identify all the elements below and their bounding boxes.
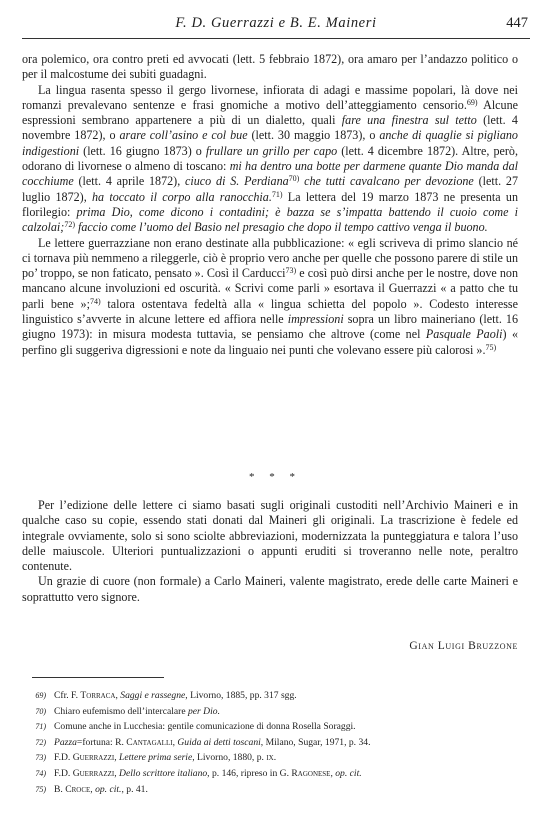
footnote	[22, 735, 522, 751]
small-caps-run: Ragonese	[291, 767, 331, 779]
text-run: ,	[90, 783, 96, 795]
italic-run: mi ha dentro una botte per darmene quante Dio manda dal cocchiume	[22, 159, 518, 189]
footnote-text	[54, 688, 522, 704]
text-run: (lett. 30 maggio 1873), o	[247, 128, 380, 143]
italic-run: op. cit.	[335, 767, 362, 779]
footnote	[22, 704, 522, 720]
running-title: F. D. Guerrazzi e B. E. Maineri	[175, 15, 377, 31]
footnote-text	[54, 766, 522, 782]
italic-run: che tutti cavalcano per devozione	[299, 174, 474, 189]
paragraph	[22, 83, 518, 236]
text-run: , p. 146, ripreso in G.	[207, 767, 292, 779]
small-caps-run: Croce	[65, 783, 91, 795]
footnote-text	[54, 735, 522, 751]
italic-run: arare coll’asino e col bue	[119, 128, 248, 143]
text-run: Cfr. F.	[54, 690, 81, 701]
text-run: ,	[330, 767, 336, 779]
paragraph: Un grazie di cuore (non formale) a Carlo Maineri, valente magistrato, erede delle carte Maineri e soprattutto vero signore.	[22, 574, 518, 604]
text-run: e così può dirsi anche per le nostre, dove non mancano alcune involuzioni ed oscurità. « Scrivi come parli » esortava il Guerrazzi « a patto che tu parli bene »;	[22, 266, 518, 311]
italic-run: ciuco di S. Perdiana	[185, 174, 289, 189]
page-header	[22, 13, 530, 37]
italic-run: ha toccato il corpo alla ranocchia.	[92, 189, 272, 204]
text-run: (lett. 27 luglio 1872),	[22, 174, 518, 204]
text-run: (lett. 4 aprile 1872),	[73, 174, 186, 189]
text-run: , Livorno, 1880, p.	[192, 752, 267, 764]
small-caps-run: Guerrazzi	[72, 767, 115, 779]
italic-run: per Dio.	[188, 705, 220, 717]
italic-run: Dello scrittore italiano	[119, 767, 208, 779]
header-rule	[22, 38, 530, 39]
italic-run: frullare un grillo per capo	[205, 143, 338, 158]
footnote-text	[54, 704, 522, 720]
footnote-text	[54, 782, 522, 798]
italic-run: anche di quaglie si pigliano indigestioni	[22, 128, 518, 158]
text-run: (lett. 4 dicembre 1872). Altre, però, odorano di livornese o almeno di toscano:	[22, 143, 519, 174]
italic-run: op. cit.	[95, 783, 122, 795]
footnote-reference: 69)	[466, 97, 478, 107]
text-run: ) « perfino gli suggeriva digressioni e note da linguaio nei punti che volevano essere più calorosi ».	[22, 327, 518, 357]
italic-run: fare una finestra sul tetto	[341, 113, 477, 128]
footnote-number: 74)	[35, 768, 46, 778]
footnote-reference: 70)	[288, 174, 300, 184]
text-run: ,	[114, 752, 120, 764]
text-run: talora ostentava fedeltà alla « lingua schietta del popolo ». Codesto interesse linguistico s’avverte in alcune lettere ed affiora nelle	[22, 296, 518, 327]
footnote-number: 72)	[35, 737, 46, 747]
text-run: ,	[114, 767, 120, 779]
footnote	[22, 688, 522, 704]
footnote-number: 71)	[35, 722, 46, 732]
footnotes	[22, 688, 522, 797]
footnote-number: 69)	[35, 691, 46, 700]
italic-run: Saggi e rassegne	[120, 690, 186, 701]
text-run: F.D.	[54, 767, 73, 779]
footnote-reference: 73)	[285, 266, 297, 276]
text-run: (lett. 4 novembre 1872), o	[22, 113, 518, 143]
text-run: , p. 41.	[121, 783, 148, 795]
footnote-reference: 72)	[64, 220, 75, 230]
text-run: F.D.	[54, 752, 73, 764]
italic-run: faccio come l’uomo del Basio nel presagio che dopo il tempo cattivo venga il buono.	[75, 220, 488, 235]
text-run: La lingua rasenta spesso il gergo livornese, infiorata di adagi e massime popolari, là dove nei romanzi prevalevano sentenze e frasi gnomiche a motivo dell’atteggiamento censorio.	[22, 82, 518, 112]
small-caps-run: Guerrazzi	[72, 752, 115, 764]
main-text	[22, 52, 518, 358]
text-run: La lettera del 19 marzo 1873 ne presenta un florilegio:	[22, 189, 518, 219]
footnote	[22, 750, 522, 766]
text-run: Comune anche in Lucchesia: gentile comunicazione di donna Rosella Soraggi.	[54, 721, 356, 733]
footnote	[22, 782, 522, 798]
footnote-reference: 71)	[271, 189, 283, 199]
text-run: sopra un libro maineriano (lett. 16 giugno 1973): in misura modesta tuttavia, se pensiamo che altrove (come nel	[22, 312, 518, 342]
section-separator: * * *	[249, 471, 301, 483]
text-run: , Livorno, 1885, pp. 317 sgg.	[185, 690, 297, 701]
small-caps-run: ix	[266, 752, 274, 764]
text-run: ora polemico, ora contro preti ed avvocati (lett. 5 febbraio 1872), ora amaro per l’andazzo politico o per il malcostume dei subiti guadagni.	[22, 52, 518, 82]
text-run: ,	[172, 736, 178, 748]
paragraph: Per l’edizione delle lettere ci siamo basati sugli originali custoditi nell’Archivio Maineri e in qualche caso su copie, essendo stati donati dal Maineri gli originali. La trascrizione è fedele ed integrale ovviamente, solo si sono sciolte abbreviazioni, modernizzata la punteggiatura e talora l’uso delle maiuscole. Ulteriori puntualizzazioni o appunti eruditi si troveranno nelle note, peraltro contenute.	[22, 498, 518, 574]
italic-run: Guida ai detti toscani	[177, 736, 261, 748]
text-run: .	[273, 752, 277, 764]
footnote-reference: 75)	[485, 342, 497, 352]
footnote-number: 75)	[35, 784, 46, 794]
page-number: 447	[506, 15, 528, 31]
footnote	[22, 719, 522, 735]
text-run: , Milano, Sugar, 1971, p. 34.	[260, 736, 371, 748]
footnote-reference: 74)	[89, 296, 101, 306]
paragraph	[22, 52, 518, 83]
footnote-text	[54, 719, 522, 735]
text-run: B.	[54, 783, 66, 795]
text-run: Alcune espressioni sembrano appartenere a più di un dialetto, quali	[22, 97, 519, 128]
author-signature: Gian Luigi Bruzzone	[409, 640, 518, 652]
text-run: Le lettere guerrazziane non erano destinate alla pubblicazione: « egli scriveva di primo slancio né ci tornava più nemmeno a rileggerle, ciò è proprio vero anche per quelle che possono parere di stile un po’ troppo, se non faticato, pensato ». Così il Carducci	[22, 235, 518, 281]
footnote-rule	[32, 677, 164, 678]
footnote-number: 70)	[35, 706, 46, 716]
text-run: (lett. 16 giugno 1873) o	[79, 143, 206, 158]
italic-run: impressioni	[287, 312, 344, 327]
text-run: =fortuna: R.	[76, 736, 127, 748]
paragraph	[22, 236, 518, 358]
small-caps-run: Torraca	[80, 690, 116, 701]
italic-run: Pasquale Paoli	[425, 327, 503, 342]
edition-note	[22, 498, 518, 605]
text-run: ,	[115, 690, 121, 701]
footnote	[22, 766, 522, 782]
small-caps-run: Cantagalli	[126, 736, 173, 748]
footnote-number: 73)	[35, 753, 46, 763]
italic-run: Pazza	[54, 736, 77, 748]
text-run: Chiaro eufemismo dell’intercalare	[54, 705, 188, 717]
footnote-text	[54, 750, 522, 766]
italic-run: Lettere prima serie	[119, 752, 193, 764]
italic-run: prima Dio, come dicono i contadini; è bazza se s’impatta battendo il cuoio come i calzolai;	[22, 204, 519, 235]
